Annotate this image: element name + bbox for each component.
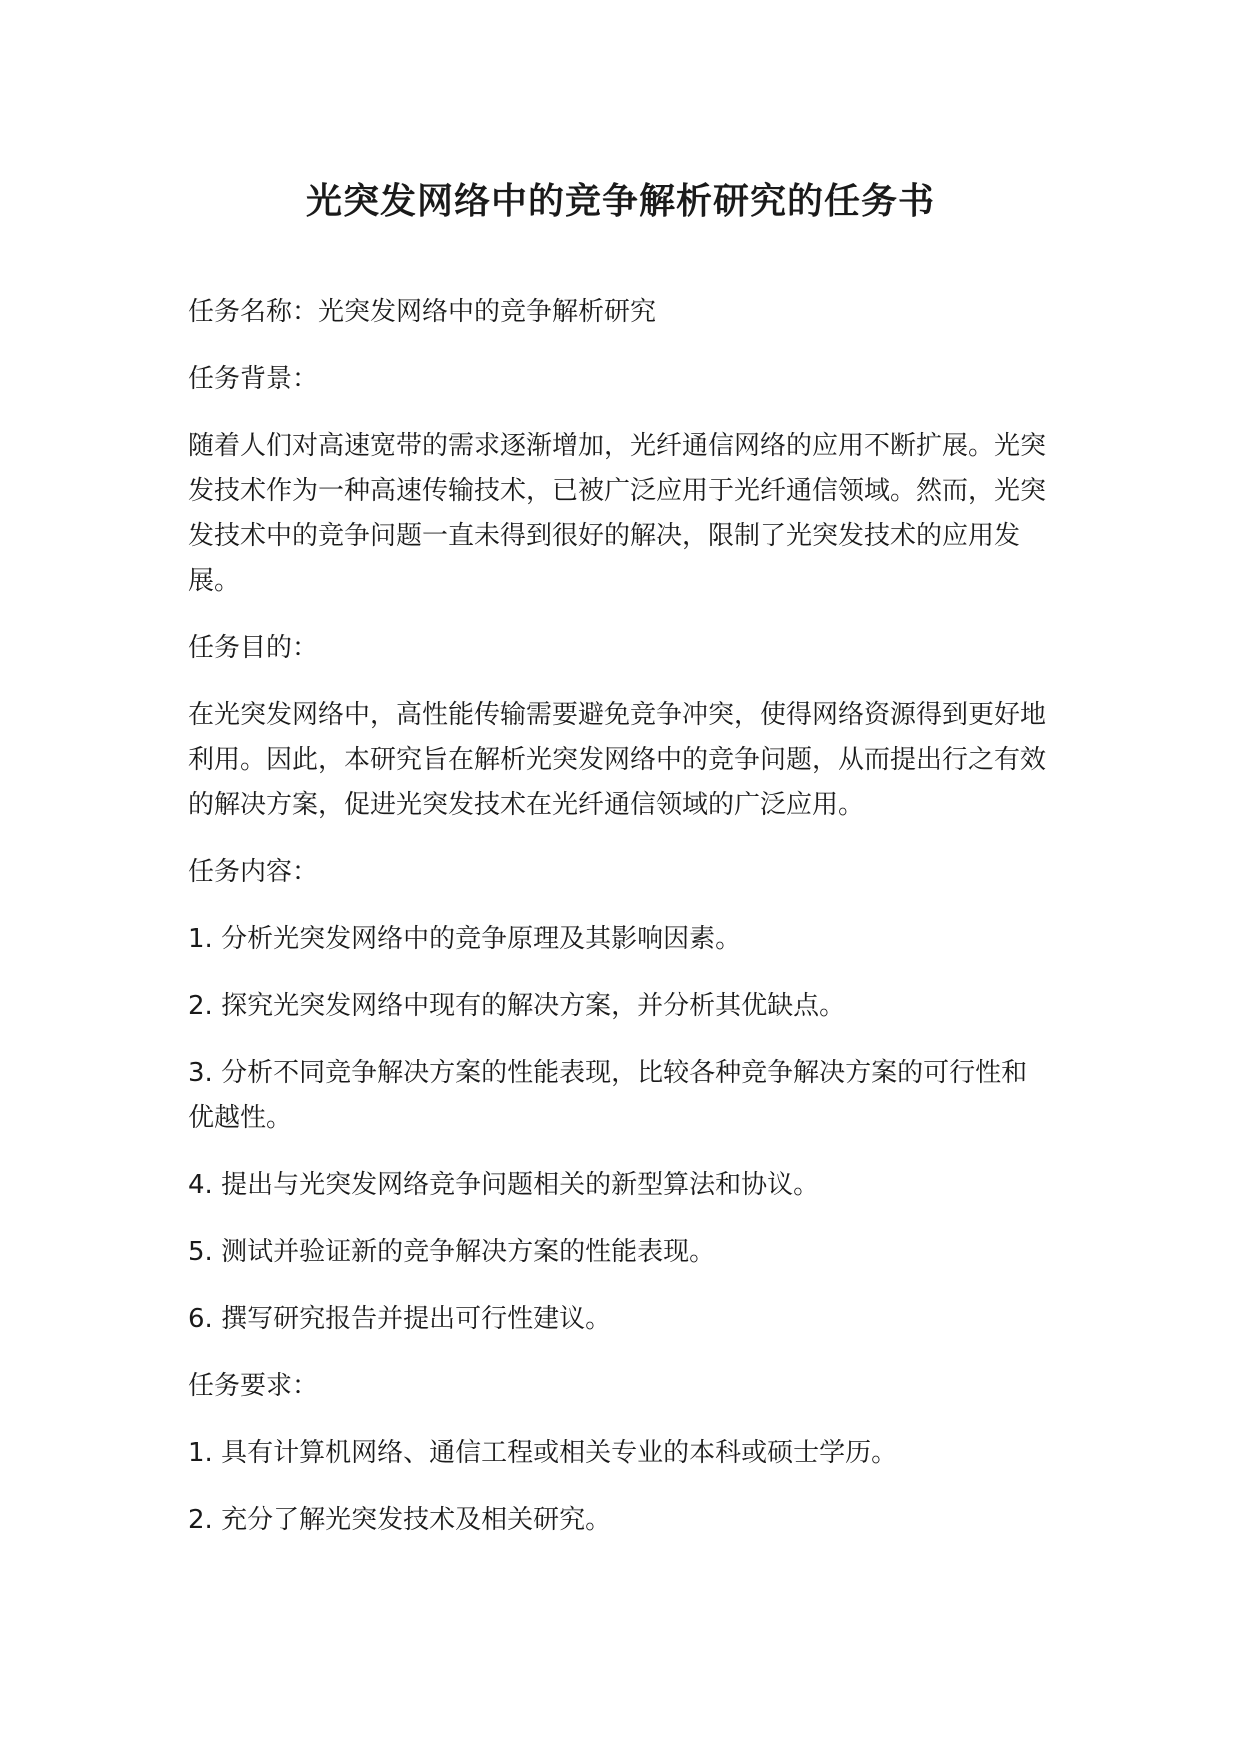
task-name: 任务名称：光突发网络中的竞争解析研究 [188,297,657,327]
content-item: 6. 撰写研究报告并提出可行性建议。 [188,1304,612,1334]
background-paragraph: 随着人们对高速宽带的需求逐渐增加，光纤通信网络的应用不断扩展。光突发技术作为一种高速传输技术，已被广泛应用于光纤通信领域。然而，光突发技术中的竞争问题一直未得到很好的解决，限制了光突发技术的应用发展。 [188,431,1047,596]
background-heading: 任务背景： [188,364,319,394]
requirement-item: 2. 充分了解光突发技术及相关研究。 [188,1505,612,1535]
purpose-heading: 任务目的： [188,633,319,663]
content-item: 4. 提出与光突发网络竞争问题相关的新型算法和协议。 [188,1170,820,1200]
requirements-heading: 任务要求： [188,1371,319,1401]
content-heading: 任务内容： [188,857,319,887]
content-item: 2. 探究光突发网络中现有的解决方案，并分析其优缺点。 [188,991,846,1021]
requirement-item: 1. 具有计算机网络、通信工程或相关专业的本科或硕士学历。 [188,1438,898,1468]
purpose-paragraph: 在光突发网络中，高性能传输需要避免竞争冲突，使得网络资源得到更好地利用。因此，本研究旨在解析光突发网络中的竞争问题，从而提出行之有效的解决方案，促进光突发技术在光纤通信领域的广泛应用。 [188,700,1047,820]
content-item: 1. 分析光突发网络中的竞争原理及其影响因素。 [188,924,742,954]
content-item: 5. 测试并验证新的竞争解决方案的性能表现。 [188,1237,716,1267]
document-title: 光突发网络中的竞争解析研究的任务书 [305,181,935,222]
document-body [188,290,1048,1565]
content-item: 3. 分析不同竞争解决方案的性能表现，比较各种竞争解决方案的可行性和优越性。 [188,1058,1028,1133]
